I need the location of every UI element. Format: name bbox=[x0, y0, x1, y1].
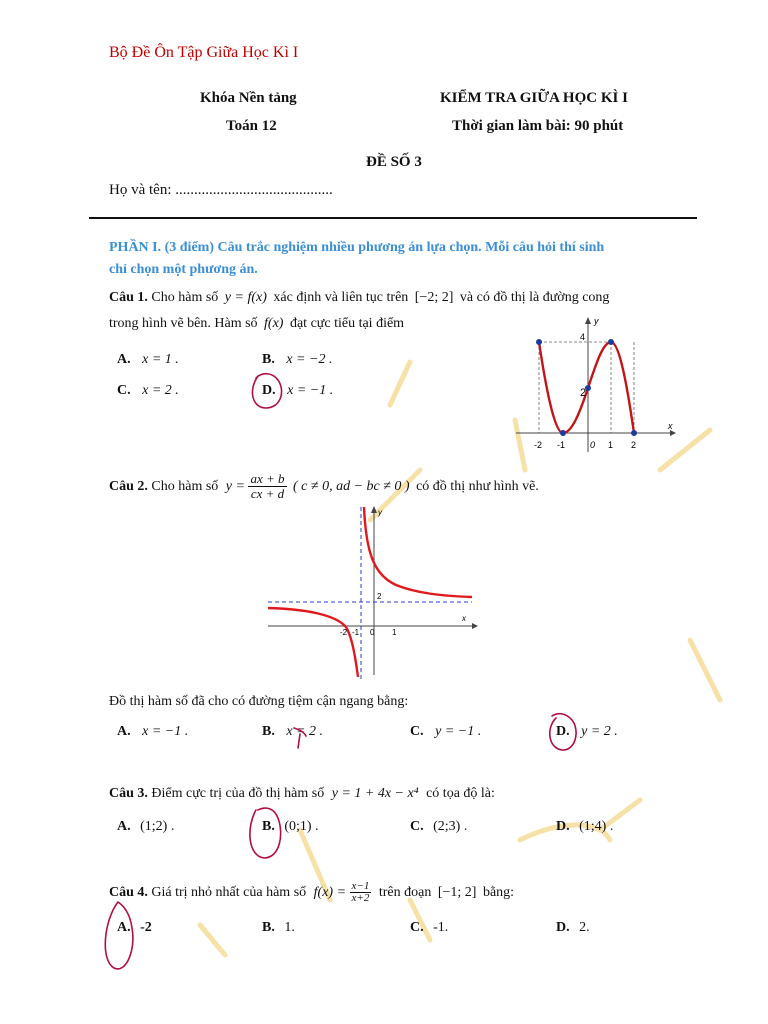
q2-fraction: $\frac{ax + b}{cx + d}$ bbox=[250, 471, 285, 502]
y-axis-label: y bbox=[594, 316, 599, 326]
x-tick--2: -2 bbox=[340, 628, 348, 637]
q1-option-c[interactable]: C. x = 2 . bbox=[117, 383, 179, 398]
q4-option-b[interactable]: B. 1. bbox=[262, 920, 295, 935]
course-name: Khóa Nền tảng bbox=[200, 90, 297, 106]
student-name-line: Họ và tên: .......................................... bbox=[109, 182, 333, 198]
x-tick-1: 1 bbox=[392, 628, 397, 637]
question-1-label: Câu 1. bbox=[109, 290, 148, 305]
x-tick-1: 1 bbox=[608, 440, 614, 450]
q1-option-a[interactable]: A. x = 1 . bbox=[117, 352, 179, 367]
series-title: Bộ Đề Ôn Tập Giữa Học Kì I bbox=[109, 44, 299, 61]
q1-option-b[interactable]: B. x = −2 . bbox=[262, 352, 333, 367]
q1-option-d[interactable]: D. x = −1 . bbox=[262, 383, 334, 398]
answer-mark-q4 bbox=[105, 902, 133, 969]
question-2-label: Câu 2. bbox=[109, 479, 148, 494]
question-2-line1: Câu 2. Cho hàm số y = $\frac{ax + b}{cx + d}$ ( c ≠ 0, ad − bc ≠ 0 ) có đồ thị như hình vẽ. bbox=[109, 471, 539, 502]
x-tick--1: -1 bbox=[352, 628, 360, 637]
answer-mark-q1 bbox=[252, 374, 281, 408]
part1-heading-line2: chỉ chọn một phương án. bbox=[109, 262, 258, 277]
question-4-label: Câu 4. bbox=[109, 885, 148, 900]
q2-option-d[interactable]: D. y = 2 . bbox=[556, 724, 618, 739]
q3-option-a[interactable]: A. (1;2) . bbox=[117, 819, 175, 834]
q3-option-b[interactable]: B. (0;1) . bbox=[262, 819, 319, 834]
question-4-line1: Câu 4. Giá trị nhỏ nhất của hàm số f(x) = $\frac{x-1}{x+2}$ trên đoạn [−1; 2] bằng: bbox=[109, 880, 515, 905]
exam-duration: Thời gian làm bài: 90 phút bbox=[452, 118, 624, 134]
q2-option-a[interactable]: A. x = −1 . bbox=[117, 724, 189, 739]
x-axis-label: x bbox=[462, 614, 466, 623]
q4-option-d[interactable]: D. 2. bbox=[556, 920, 590, 935]
q2-option-c[interactable]: C. y = −1 . bbox=[410, 724, 482, 739]
question-3-line1: Câu 3. Điểm cực trị của đồ thị hàm số y = 1 + 4x − x⁴ có tọa độ là: bbox=[109, 786, 495, 801]
question-1-line2: trong hình vẽ bên. Hàm số f(x) đạt cực tiểu tại điểm bbox=[109, 316, 405, 331]
q3-option-d[interactable]: D. (1;4) . bbox=[556, 819, 614, 834]
x-tick-0: 0 bbox=[590, 440, 596, 450]
question-2-prompt: Đồ thị hàm số đã cho có đường tiệm cận ngang bằng: bbox=[109, 694, 409, 709]
exam-number: ĐỀ SỐ 3 bbox=[366, 154, 422, 170]
q3-option-c[interactable]: C. (2;3) . bbox=[410, 819, 468, 834]
q4-option-c[interactable]: C. -1. bbox=[410, 920, 449, 935]
x-tick-0: 0 bbox=[370, 628, 375, 637]
part1-heading-line1: PHẦN I. (3 điểm) Câu trắc nghiệm nhiều phương án lựa chọn. Mỗi câu hỏi thí sinh bbox=[109, 240, 605, 255]
x-tick-2: 2 bbox=[631, 440, 637, 450]
y-tick-2: 2 bbox=[580, 387, 587, 399]
x-tick--1: -1 bbox=[557, 440, 566, 450]
question-3-label: Câu 3. bbox=[109, 786, 148, 801]
x-tick--2: -2 bbox=[534, 440, 543, 450]
y-tick-4: 4 bbox=[580, 332, 586, 342]
q4-fraction: $\frac{x-1}{x+2}$ bbox=[351, 880, 370, 905]
answer-mark-q3 bbox=[250, 808, 281, 858]
q4-option-a[interactable]: A. -2 bbox=[117, 920, 152, 935]
question-1-line1: Câu 1. Cho hàm số y = f(x) xác định và liên tục trên [−2; 2] và có đồ thị là đường cong bbox=[109, 290, 610, 305]
answer-mark-q2 bbox=[550, 714, 576, 750]
x-axis-label: x bbox=[668, 421, 673, 431]
q2-option-b[interactable]: B. x = 2 . bbox=[262, 724, 324, 739]
exam-title: KIỂM TRA GIỮA HỌC KÌ I bbox=[440, 90, 628, 106]
subject-name: Toán 12 bbox=[226, 118, 277, 134]
y-tick-2: 2 bbox=[377, 592, 382, 601]
y-axis-label: y bbox=[378, 508, 382, 517]
stray-mark-q2b bbox=[294, 728, 306, 748]
